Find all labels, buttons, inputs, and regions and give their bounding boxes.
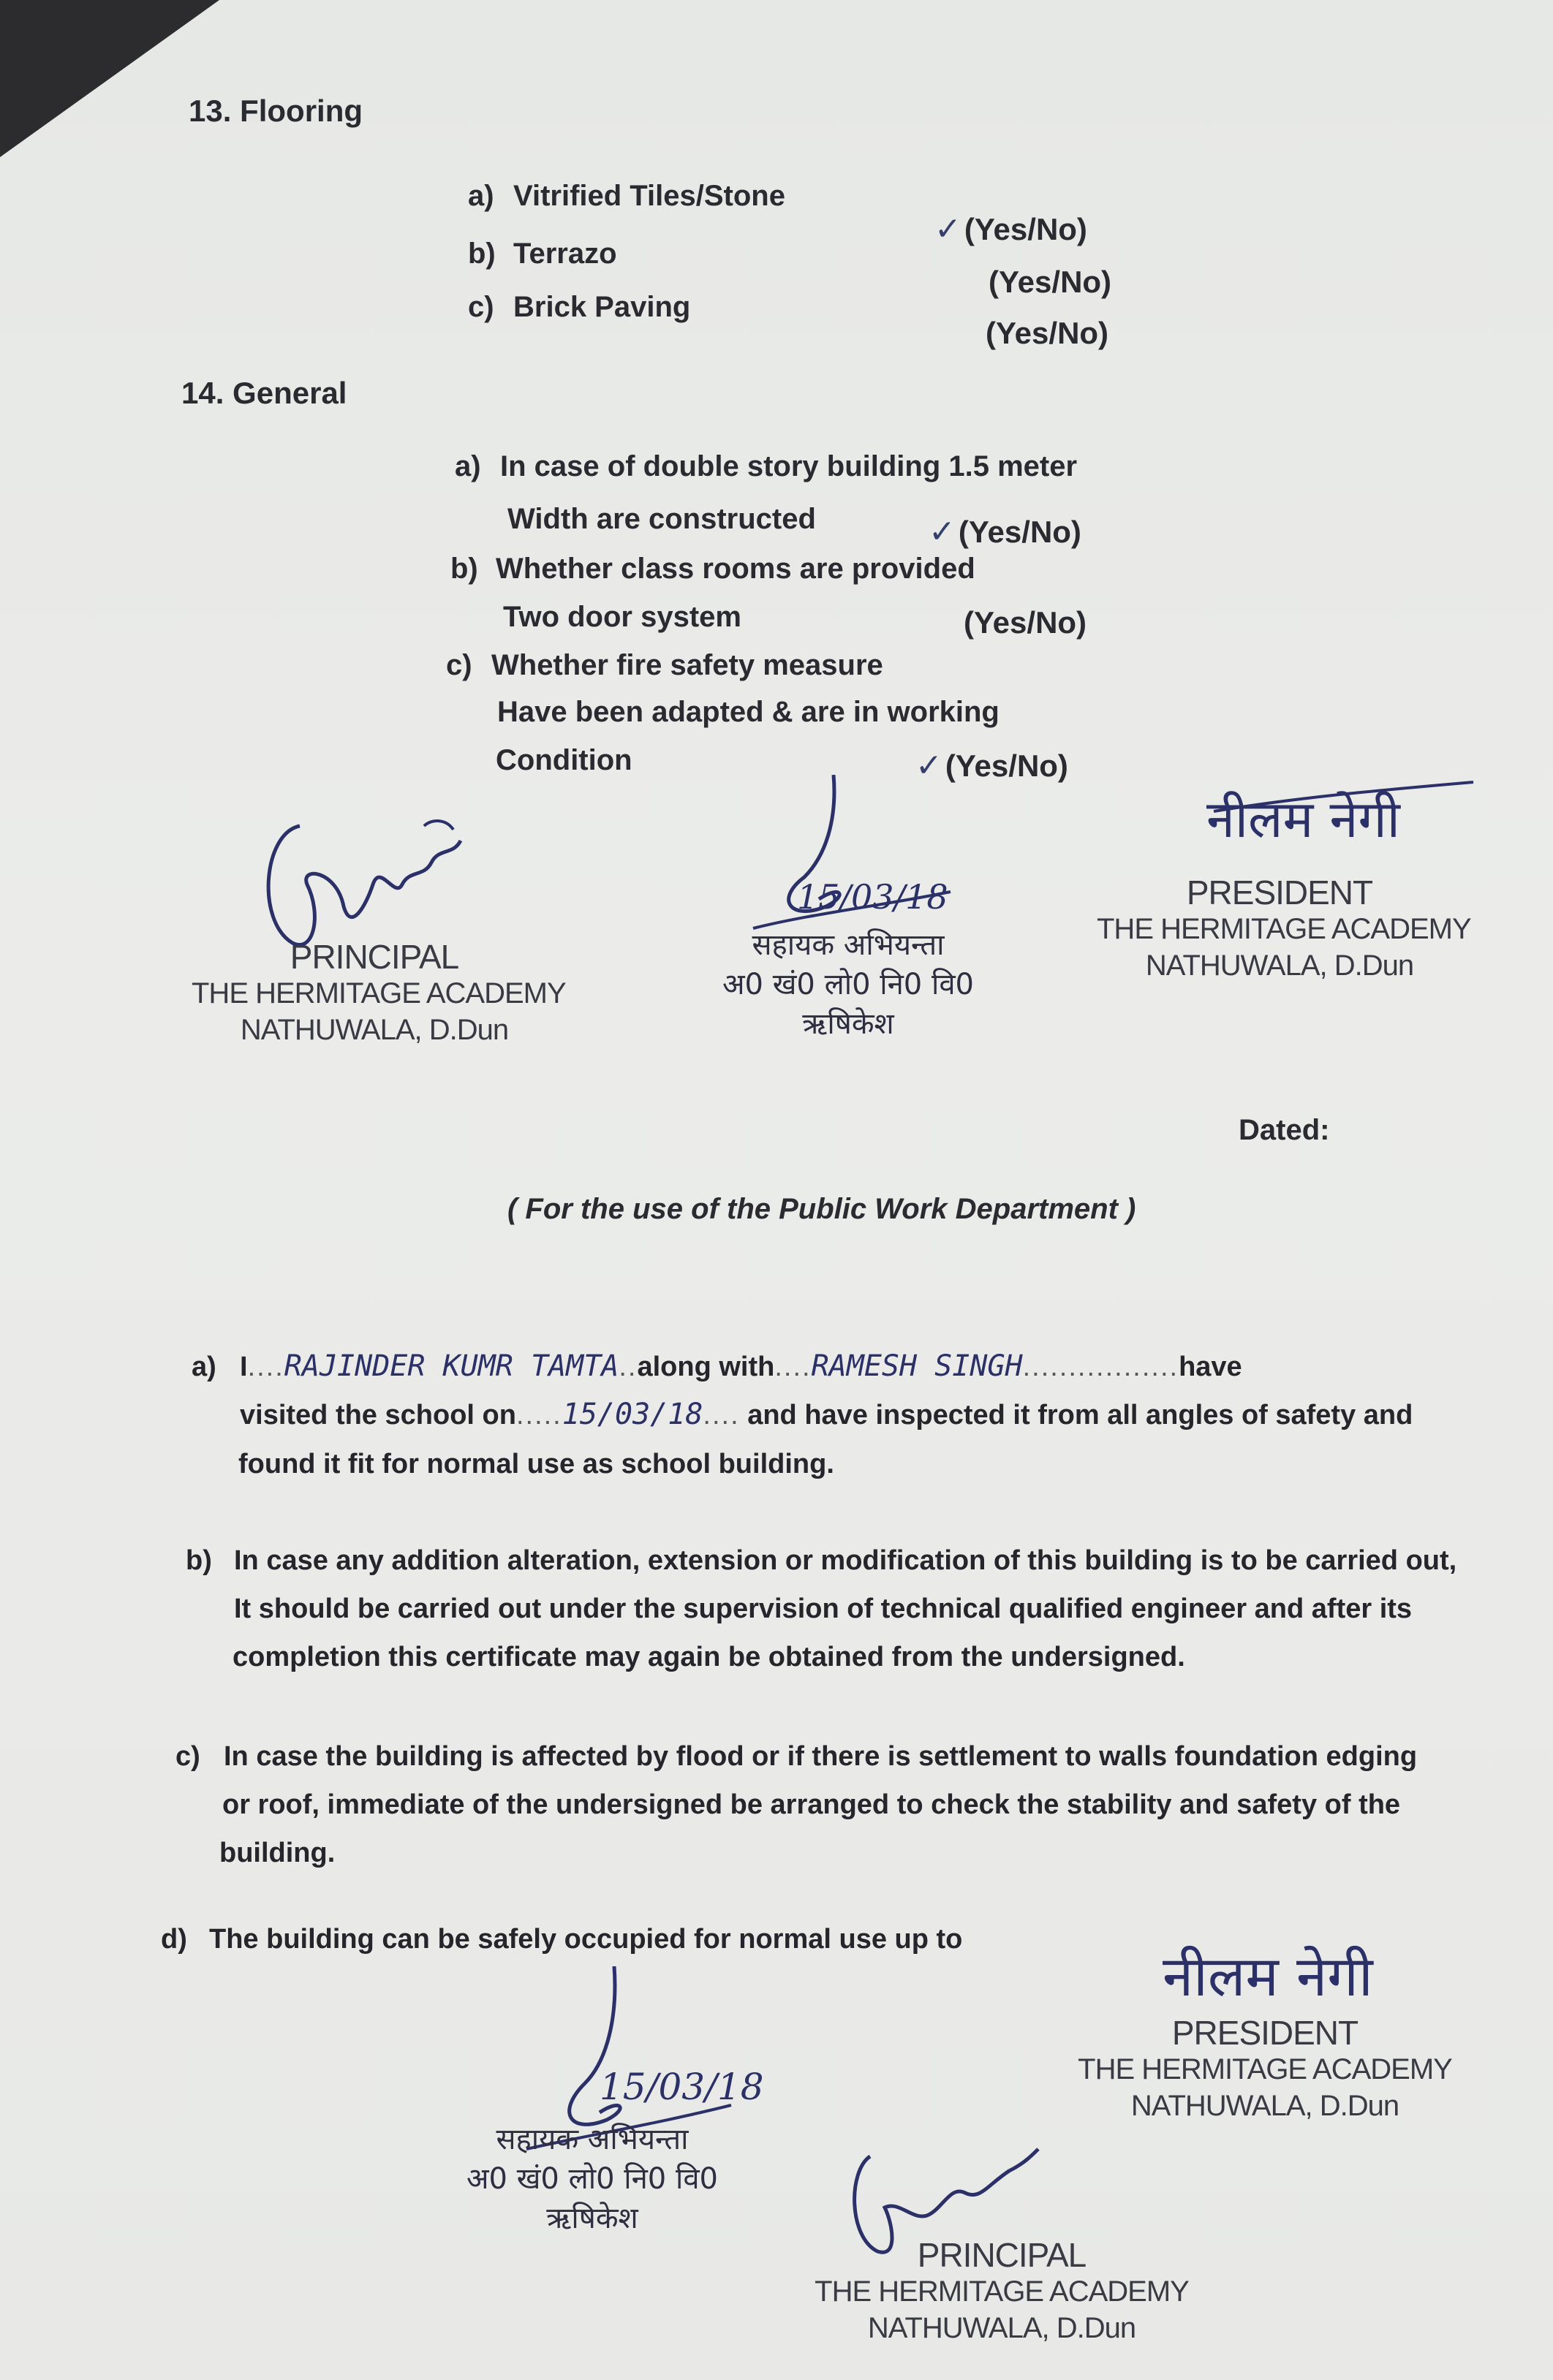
paragraph-c-line3: building. [219,1838,336,1868]
item-text: Brick Paving [513,291,691,323]
checkmark-icon: ✓ [915,748,942,784]
inspector-name: RAJINDER KUMR TAMTA [284,1349,619,1383]
general-answer-b: (Yes/No) [964,605,1087,640]
general-item-c-line3: Condition [496,744,632,776]
paragraph-b-line3: completion this certificate may again be obtained from the undersigned. [233,1642,1185,1672]
engineer-stamp-bottom: सहायक अभियन्ता अ0 खं0 लो0 नि0 वि0 ऋषिकेश [466,2123,719,2235]
general-item-a-line2: Width are constructed [507,503,816,535]
general-answer-c: ✓(Yes/No) [915,748,1068,784]
paragraph-b-line1: b) In case any addition alteration, extension or modification of this building is to be carried out, [186,1536,1456,1585]
stamp-title: PRESIDENT [1171,2014,1359,2052]
general-item-b-line2: Two door system [503,601,741,633]
checkmark-icon: ✓ [934,211,961,247]
item-label: b) [468,238,496,270]
item-label: a) [468,180,494,212]
stamp-title: PRESIDENT [1186,873,1373,912]
visit-date: 15/03/18 [562,1398,703,1431]
stamp-place: NATHUWALA, D.Dun [867,2312,1136,2344]
engineer-date-top: 15/03/18 [797,877,948,917]
paragraph-label: a) [192,1352,216,1382]
engineer-stamp-top: सहायक अभियन्ता अ0 खं0 लो0 नि0 वि0 ऋषिकेश [722,928,975,1041]
flooring-item-c [468,291,690,324]
stamp-title: PRINCIPAL [917,2236,1087,2274]
general-item-c-line2: Have been adapted & are in working [497,696,1000,728]
stamp-place: NATHUWALA, D.Dun [1145,950,1414,982]
scan-shadow-corner [0,0,219,157]
stamp-org: THE HERMITAGE ACADEMY [192,977,566,1009]
item-label: c) [468,291,494,323]
flooring-item-b [468,238,617,270]
flooring-answer-b: (Yes/No) [989,265,1112,299]
flooring-answer-c: (Yes/No) [986,316,1109,350]
paragraph-c-line2: or roof, immediate of the undersigned be arranged to check the stability and safety of the [222,1789,1401,1820]
item-text: Vitrified Tiles/Stone [513,180,785,212]
general-item-a-line1: a) In case of double story building 1.5 meter [455,450,1078,482]
stamp-org: THE HERMITAGE ACADEMY [815,2275,1189,2308]
stamp-place: NATHUWALA, D.Dun [240,1014,509,1046]
paragraph-label: b) [186,1545,212,1576]
section-13-heading: 13. Flooring [189,94,363,128]
president-stamp-top [1097,873,1471,984]
principal-stamp-top [192,938,566,1048]
pwd-heading: ( For the use of the Public Work Department ) [507,1193,1136,1225]
item-label: b) [450,553,478,585]
item-text: Terrazo [513,238,617,270]
paragraph-b-line2: It should be carried out under the supervision of technical qualified engineer and after its [234,1593,1413,1624]
flooring-answer-a: ✓(Yes/No) [934,211,1087,247]
companion-name: RAMESH SINGH [811,1349,1023,1383]
engineer-date-bottom: 15/03/18 [600,2066,764,2108]
section-14-heading: 14. General [181,376,347,410]
item-label: c) [446,649,472,681]
item-label: a) [455,450,481,482]
president-signature-bottom: नीलम नेगी [1163,1944,1373,2009]
stamp-org: THE HERMITAGE ACADEMY [1097,913,1471,945]
paragraph-a-line1: a) I....RAJINDER KUMR TAMTA..along with....RAMESH SINGH.................have [192,1342,1242,1391]
checkmark-icon: ✓ [929,514,956,550]
signature-underline [1199,768,1477,848]
paragraph-label: d) [161,1924,187,1955]
stamp-place: NATHUWALA, D.Dun [1130,2090,1399,2122]
general-answer-a: ✓(Yes/No) [929,514,1081,550]
dated-label: Dated: [1239,1114,1330,1146]
principal-stamp-bottom [812,2237,1192,2346]
paragraph-label: c) [175,1741,200,1772]
general-item-b-line1: b) Whether class rooms are provided [450,553,975,585]
stamp-org: THE HERMITAGE ACADEMY [1078,2053,1452,2085]
paragraph-a-line2: visited the school on.....15/03/18.... and have inspected it from all angles of safety and [240,1398,1413,1431]
paragraph-d: d) The building can be safely occupied for normal use up to [161,1915,962,1963]
general-item-c-line1: c) Whether fire safety measure [446,649,883,681]
flooring-item-a [468,180,785,213]
paragraph-a-line3: found it fit for normal use as school building. [238,1449,834,1479]
president-signature-top: नीलम नेगी [1206,789,1400,849]
paragraph-c-line1: c) In case the building is affected by flood or if there is settlement to walls foundation edging [175,1732,1417,1781]
stamp-title: PRINCIPAL [290,938,459,976]
president-stamp-bottom [1060,2015,1470,2124]
